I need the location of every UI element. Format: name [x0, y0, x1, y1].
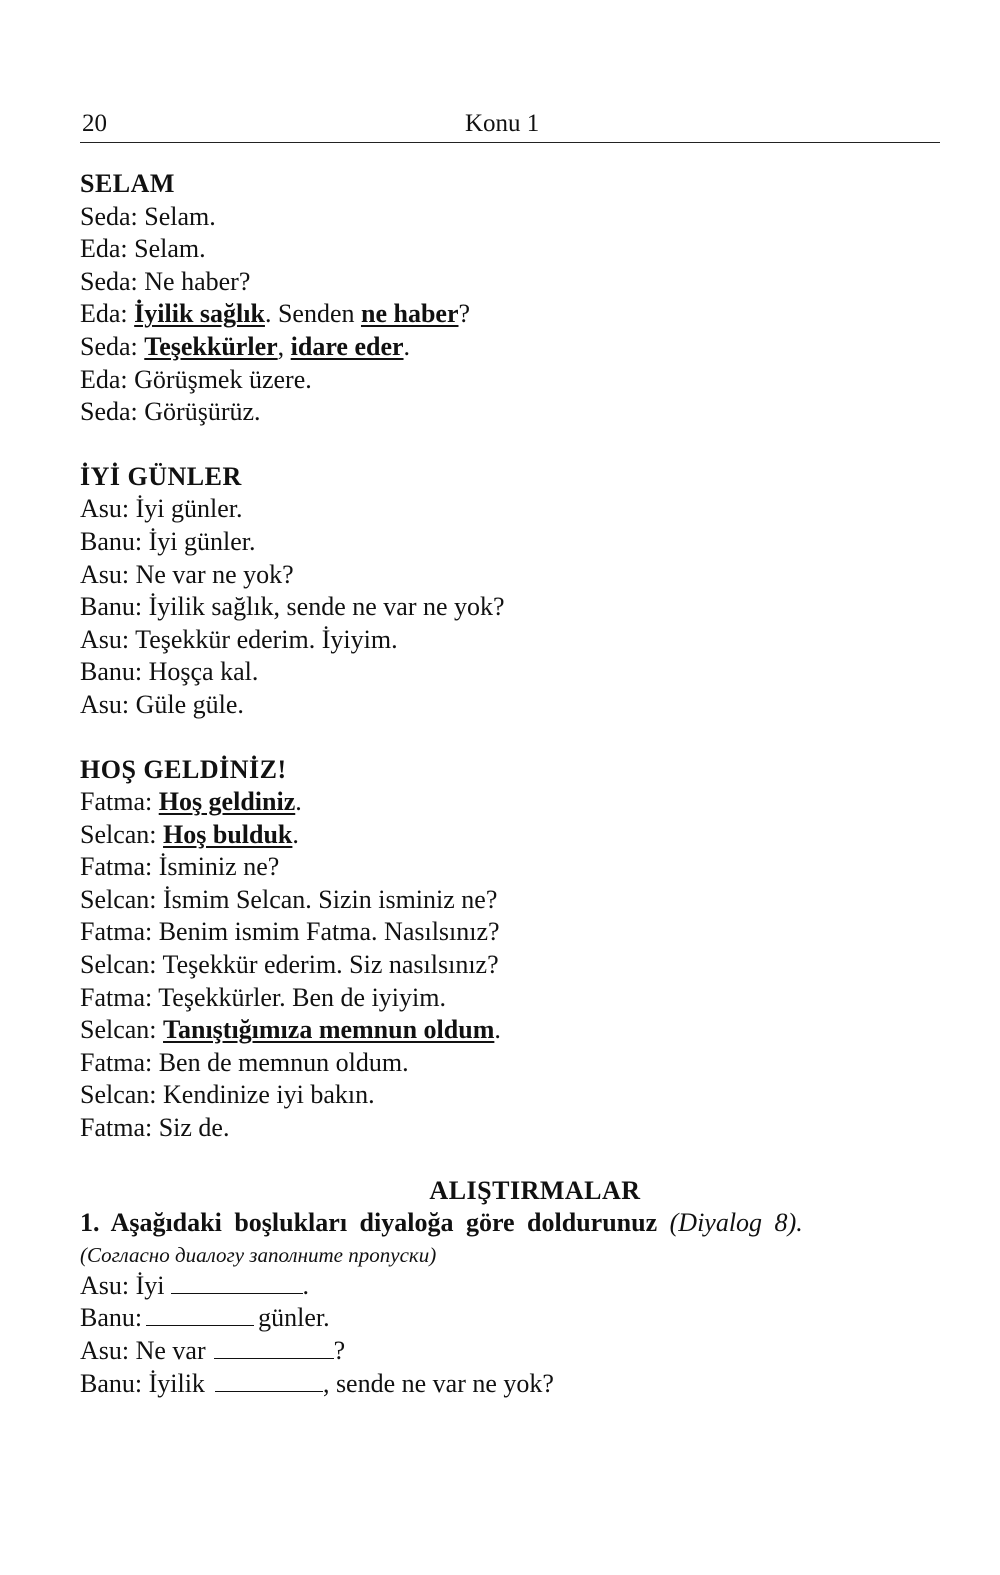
dialog-line: Asu: Teşekkür ederim. İyiyim. [80, 624, 398, 654]
exercises-title: ALIŞTIRMALAR [429, 1175, 641, 1205]
fill-line [80, 1302, 960, 1335]
fill-line [80, 1270, 960, 1303]
dialog-line: Seda: Selam. [80, 201, 216, 231]
fill-blank[interactable] [215, 1369, 323, 1392]
highlighted-phrase: Hoş geldiniz [158, 787, 296, 817]
line-text: . Senden [264, 299, 361, 329]
task-ref-paren: ). [787, 1208, 803, 1238]
speaker: Eda: [80, 299, 135, 329]
highlighted-phrase: Teşekkürler [144, 331, 278, 361]
fill-text: günler. [258, 1303, 330, 1333]
dialog-line: Seda: Ne haber? [80, 266, 251, 296]
fill-line [80, 1335, 960, 1368]
task-reference: Diyalog 8 [678, 1208, 788, 1238]
dialog-line: Asu: İyi günler. [80, 494, 243, 524]
fill-text: . [302, 1270, 309, 1300]
dialog-line: Eda: Selam. [80, 234, 206, 264]
speaker: Selcan: [80, 1015, 164, 1045]
punctuation: . [403, 331, 411, 361]
task-translation: (Согласно диалогу заполните пропуски) [80, 1242, 437, 1267]
punctuation: , [277, 331, 291, 361]
fill-line [80, 1368, 960, 1401]
section-gap [80, 429, 960, 461]
dialog-title-selam: SELAM [80, 169, 175, 198]
punctuation: . [494, 1015, 501, 1045]
dialog-line [80, 1014, 960, 1047]
highlighted-phrase: İyilik sağlık [134, 299, 265, 329]
fill-text: Asu: Ne var [80, 1336, 206, 1365]
page-content [80, 168, 960, 1400]
dialog-line [80, 786, 960, 819]
dialog-title-iyi-gunler: İYİ GÜNLER [80, 461, 242, 491]
fill-text: Asu: İyi [80, 1270, 165, 1300]
dialog-line: Fatma: Teşekkürler. Ben de iyiyim. [80, 982, 446, 1012]
task-ref-paren: ( [669, 1208, 679, 1238]
page-header [80, 108, 940, 143]
task-text: 1. Aşağıdaki boşlukları diyaloğa göre doldurunuz [80, 1208, 670, 1238]
punctuation: . [295, 787, 302, 817]
speaker: Fatma: [80, 787, 159, 817]
page-number: 20 [82, 110, 107, 137]
fill-text: Banu: İyilik [80, 1368, 205, 1398]
fill-text: ? [333, 1336, 346, 1365]
fill-text: , sende ne var ne yok? [322, 1368, 554, 1398]
dialog-line [80, 819, 960, 852]
fill-blank[interactable] [171, 1271, 303, 1294]
dialog-line: Asu: Güle güle. [80, 689, 244, 719]
fill-blank[interactable] [146, 1303, 254, 1326]
punctuation: . [292, 819, 299, 849]
dialog-line: Seda: Görüşürüz. [80, 397, 261, 427]
dialog-line [80, 331, 960, 364]
dialog-line: Fatma: Benim ismim Fatma. Nasılsınız? [80, 917, 500, 947]
dialog-line: Fatma: İsminiz ne? [80, 852, 280, 882]
exercise-task [80, 1207, 960, 1240]
fill-blank[interactable] [214, 1336, 334, 1359]
dialog-line: Banu: İyilik sağlık, sende ne var ne yok? [80, 592, 505, 622]
dialog-line: Fatma: Siz de. [80, 1113, 230, 1143]
punctuation: ? [458, 299, 471, 329]
dialog-line: Asu: Ne var ne yok? [80, 559, 294, 589]
dialog-line: Selcan: Teşekkür ederim. Siz nasılsınız? [80, 950, 499, 980]
dialog-line: Eda: Görüşmek üzere. [80, 364, 312, 394]
dialog-title-hos-geldiniz: HOŞ GELDİNİZ! [80, 754, 287, 784]
fill-text: Banu: [80, 1303, 143, 1333]
section-gap [80, 1145, 960, 1169]
dialog-line: Banu: Hoşça kal. [80, 657, 259, 687]
dialog-line: Selcan: Kendinize iyi bakın. [80, 1080, 375, 1110]
speaker: Seda: [80, 331, 145, 361]
running-title: Konu 1 [465, 110, 540, 137]
speaker: Selcan: [80, 819, 164, 849]
highlighted-phrase: ne haber [360, 299, 459, 329]
dialog-line: Fatma: Ben de memnun oldum. [80, 1047, 409, 1077]
highlighted-phrase: Hoş bulduk [163, 819, 293, 849]
section-gap [80, 722, 960, 754]
dialog-line [80, 298, 960, 331]
dialog-line: Selcan: İsmim Selcan. Sizin isminiz ne? [80, 884, 498, 914]
highlighted-phrase: Tanıştığımıza memnun oldum [163, 1015, 495, 1045]
dialog-line: Banu: İyi günler. [80, 526, 256, 556]
highlighted-phrase: idare eder [290, 331, 404, 361]
